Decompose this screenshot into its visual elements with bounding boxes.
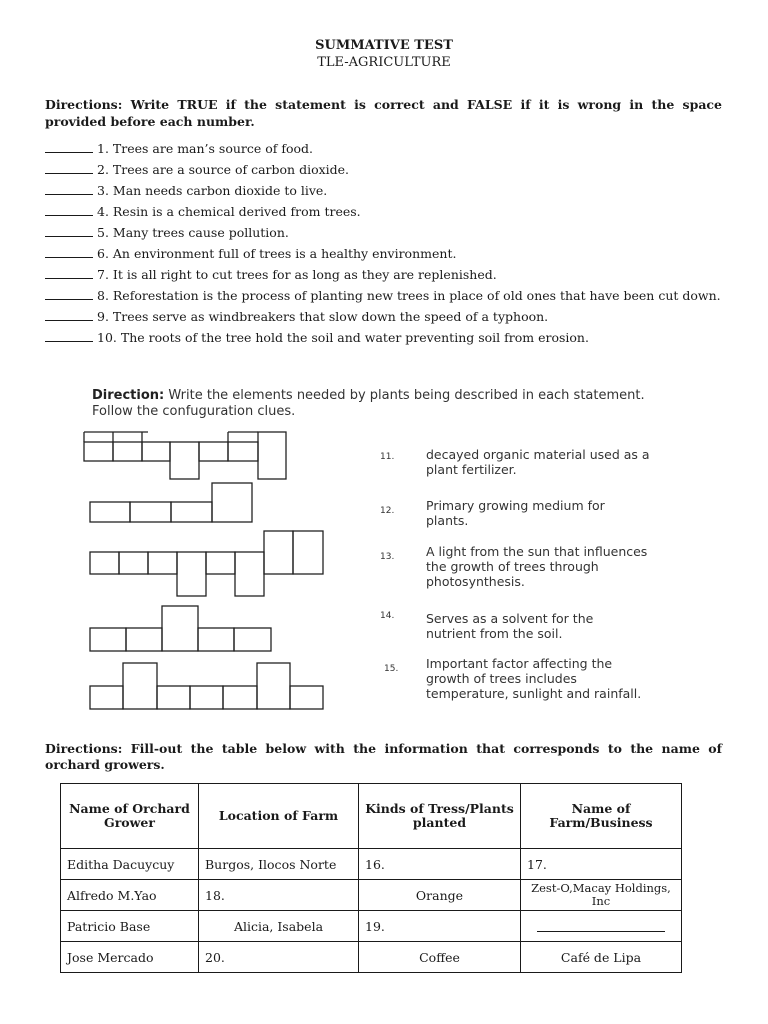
true-false-list xyxy=(45,138,725,348)
table-cell-blank[interactable] xyxy=(521,911,682,942)
table-cell[interactable]: 20. xyxy=(199,942,359,973)
answer-blank[interactable] xyxy=(45,203,93,216)
table-row xyxy=(61,849,682,880)
table-cell: Alfredo M.Yao xyxy=(61,880,199,911)
list-item: 9. Trees serve as windbreakers that slow down the speed of a typhoon. xyxy=(45,306,725,327)
table-row xyxy=(61,942,682,973)
part1-directions: Directions: Write TRUE if the statement is correct and FALSE if it is wrong in the space provided before each number. xyxy=(45,97,722,129)
list-item: 10. The roots of the tree hold the soil and water preventing soil from erosion. xyxy=(45,327,725,348)
configuration-puzzle xyxy=(0,420,360,720)
word-boxes-13[interactable] xyxy=(90,531,323,596)
orchard-growers-table xyxy=(60,783,682,973)
answer-blank[interactable] xyxy=(45,161,93,174)
table-cell: Patricio Base xyxy=(61,911,199,942)
table-cell: Editha Dacuycuy xyxy=(61,849,199,880)
table-row xyxy=(61,880,682,911)
answer-blank[interactable] xyxy=(45,245,93,258)
list-item: 6. An environment full of trees is a healthy environment. xyxy=(45,243,725,264)
answer-blank[interactable] xyxy=(45,329,93,342)
answer-blank[interactable] xyxy=(45,287,93,300)
list-item: 1. Trees are man’s source of food. xyxy=(45,138,725,159)
table-cell: Jose Mercado xyxy=(61,942,199,973)
clue-number-12: 12. xyxy=(380,506,395,516)
table-cell: Zest-O,Macay Holdings, Inc xyxy=(521,880,682,911)
table-header-row xyxy=(61,784,682,849)
clue-number-13: 13. xyxy=(380,552,395,562)
part2-directions: Direction: Write the elements needed by plants being described in each statement. Follow the confuguration clues. xyxy=(92,388,645,419)
list-item: 3. Man needs carbon dioxide to live. xyxy=(45,180,725,201)
table-cell[interactable]: 16. xyxy=(359,849,521,880)
table-cell[interactable]: 19. xyxy=(359,911,521,942)
table-row xyxy=(61,911,682,942)
part3-directions: Directions: Fill-out the table below with the information that corresponds to the name of orchard growers. xyxy=(45,741,722,772)
column-header: Kinds of Tress/Plants planted xyxy=(359,784,521,849)
clue-text-14: Serves as a solvent for the nutrient from the soil. xyxy=(426,611,594,641)
list-item: 8. Reforestation is the process of planting new trees in place of old ones that have been cut down. xyxy=(45,285,725,306)
clue-text-15: Important factor affecting the growth of trees includes temperature, sunlight and rainfall. xyxy=(426,656,642,701)
clue-number-14: 14. xyxy=(380,611,395,621)
list-item: 5. Many trees cause pollution. xyxy=(45,222,725,243)
clue-number-11: 11. xyxy=(380,452,395,462)
word-boxes-14[interactable] xyxy=(90,606,271,651)
table-cell: Coffee xyxy=(359,942,521,973)
column-header: Location of Farm xyxy=(199,784,359,849)
table-cell: Café de Lipa xyxy=(521,942,682,973)
answer-blank[interactable] xyxy=(45,266,93,279)
word-boxes-11[interactable] xyxy=(84,432,286,479)
answer-blank[interactable] xyxy=(537,917,665,932)
list-item: 7. It is all right to cut trees for as long as they are replenished. xyxy=(45,264,725,285)
answer-blank[interactable] xyxy=(45,182,93,195)
list-item: 2. Trees are a source of carbon dioxide. xyxy=(45,159,725,180)
column-header: Name of Farm/Business xyxy=(521,784,682,849)
page-title: SUMMATIVE TEST xyxy=(315,38,453,53)
table-cell: Alicia, Isabela xyxy=(199,911,359,942)
answer-blank[interactable] xyxy=(45,140,93,153)
word-boxes-12[interactable] xyxy=(90,483,252,522)
table-cell[interactable]: 18. xyxy=(199,880,359,911)
clue-text-12: Primary growing medium for plants. xyxy=(426,498,605,528)
answer-blank[interactable] xyxy=(45,224,93,237)
word-boxes-15[interactable] xyxy=(90,663,323,709)
answer-blank[interactable] xyxy=(45,308,93,321)
table-cell[interactable]: 17. xyxy=(521,849,682,880)
clue-text-11: decayed organic material used as a plant fertilizer. xyxy=(426,447,650,477)
table-cell: Burgos, Ilocos Norte xyxy=(199,849,359,880)
clue-number-15: 15. xyxy=(384,664,399,674)
table-cell: Orange xyxy=(359,880,521,911)
clue-text-13: A light from the sun that influences the growth of trees through photosynthesis. xyxy=(426,544,648,589)
column-header: Name of Orchard Grower xyxy=(61,784,199,849)
page-subtitle: TLE-AGRICULTURE xyxy=(317,55,451,70)
list-item: 4. Resin is a chemical derived from trees. xyxy=(45,201,725,222)
